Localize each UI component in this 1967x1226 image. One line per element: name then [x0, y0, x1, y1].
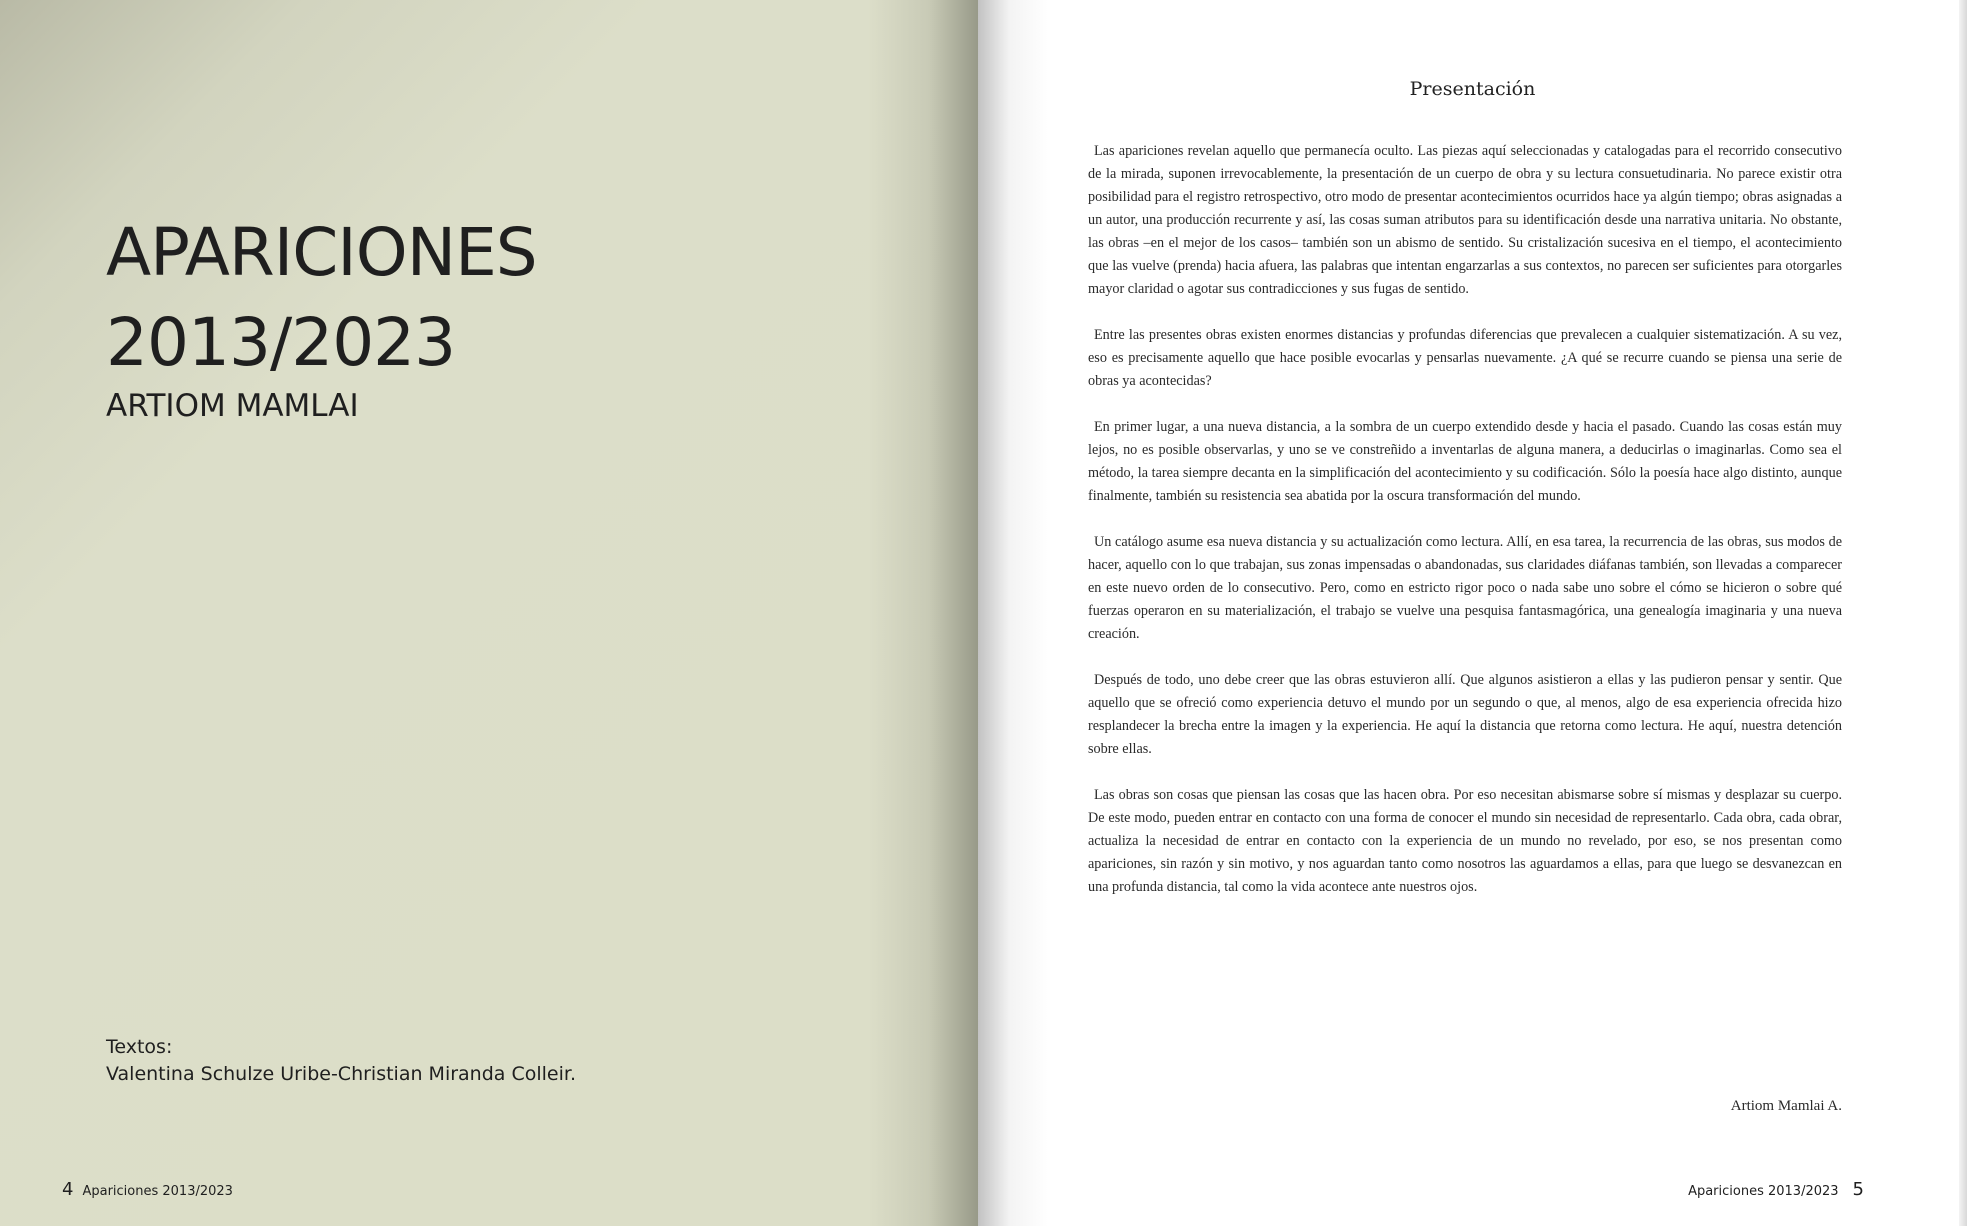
paragraph: Las obras son cosas que piensan las cosas que las hacen obra. Por eso necesitan abismarse sobre sí mismas y desplazar su cuerpo. De este modo, pueden entrar en contacto con una forma de conocer el mundo sin necesidad de representarlo. Cada obra, cada obrar, actualiza la necesidad de entrar en contacto con la experiencia de un mundo no revelado, por eso, se nos presentan como apariciones, sin razón y sin motivo, y nos aguardan tanto como nosotros las aguardamos a ellas, para que luego se desvanezcan en una profunda distancia, tal como la vida acontece ante nuestros ojos.: [1088, 787, 1842, 895]
credits-label: Textos:: [106, 1036, 173, 1058]
right-page: [978, 0, 1967, 1226]
title-block: [106, 208, 537, 424]
signature: Artiom Mamlai A.: [1730, 1098, 1842, 1114]
book-author: ARTIOM MAMLAI: [106, 388, 359, 424]
presentation-heading: Presentación: [1409, 78, 1536, 100]
paragraph: En primer lugar, a una nueva distancia, a la sombra de un cuerpo extendido desde y hacia el pasado. Cuando las cosas están muy lejos, no es posible observarlas, y uno se ve constreñido a inventarlas de alguna manera, a deducirlas o imaginarlas. Como sea el método, la tarea siempre decanta en la simplificación del acontecimiento y su codificación. Sólo la poesía hace algo distinto, aunque finalmente, también su resistencia sea abatida por la oscura transformación del mundo.: [1088, 419, 1842, 504]
right-running-footer: Apariciones 2013/2023: [1688, 1184, 1839, 1199]
left-page: [0, 0, 978, 1226]
credits-names: Valentina Schulze Uribe-Christian Miranda Colleir.: [106, 1063, 576, 1085]
credits: [106, 1034, 576, 1088]
presentation-body: [1088, 140, 1842, 922]
right-folio: [1688, 1179, 1864, 1200]
left-folio: [62, 1179, 233, 1200]
left-page-number: 4: [62, 1179, 74, 1200]
page-edge: [1959, 0, 1967, 1226]
paragraph: Un catálogo asume esa nueva distancia y su actualización como lectura. Allí, en esa tarea, la recurrencia de las obras, sus modos de hacer, aquello con lo que trabajan, sus zonas impensadas o abandonadas, sus claridades diáfanas también, son llevadas a comparecer en este nuevo orden de lo consecutivo. Pero, como en estricto rigor poco o nada sabe uno sobre el cómo se hicieron o sobre qué fuerzas operaron en su materialización, el trabajo se vuelve una pesquisa fantasmagórica, una genealogía imaginaria y una nueva creación.: [1088, 534, 1842, 642]
book-title-line1: APARICIONES: [106, 214, 537, 291]
book-title-line2: 2013/2023: [106, 304, 456, 381]
paragraph: Entre las presentes obras existen enormes distancias y profundas diferencias que prevalecen a cualquier sistematización. A su vez, eso es precisamente aquello que hace posible evocarlas y pensarlas nuevamente. ¿A qué se recurre cuando se piensa una serie de obras ya acontecidas?: [1088, 327, 1842, 389]
left-running-footer: Apariciones 2013/2023: [82, 1184, 233, 1199]
paragraph: Las apariciones revelan aquello que permanecía oculto. Las piezas aquí seleccionadas y catalogadas para el recorrido consecutivo de la mirada, suponen irrevocablemente, la presentación de un cuerpo de obra y su lectura consuetudinaria. No parece existir otra posibilidad para el registro retrospectivo, otro modo de presentar acontecimientos ocurridos hace ya algún tiempo; obras asignadas a un autor, una producción recurrente y así, las cosas suman atributos para su identificación desde una narrativa unitaria. No obstante, las obras –en el mejor de los casos– también son un abismo de sentido. Su cristalización sucesiva en el tiempo, el acontecimiento que las vuelve (prenda) hacia afuera, las palabras que intentan engarzarlas a sus contextos, no parecen ser suficientes para otorgarles mayor claridad o agotar sus contradicciones y sus fugas de sentido.: [1088, 143, 1842, 297]
paragraph: Después de todo, uno debe creer que las obras estuvieron allí. Que algunos asistieron a ellas y las pudieron pensar y sentir. Que aquello que se ofreció como experiencia detuvo el mundo por un segundo o que, al menos, algo de esa experiencia ofrecida hizo resplandecer la brecha entre la imagen y la experiencia. He aquí la distancia que retorna como lectura. He aquí, nuestra detención sobre ellas.: [1088, 672, 1842, 757]
right-page-number: 5: [1852, 1179, 1864, 1200]
